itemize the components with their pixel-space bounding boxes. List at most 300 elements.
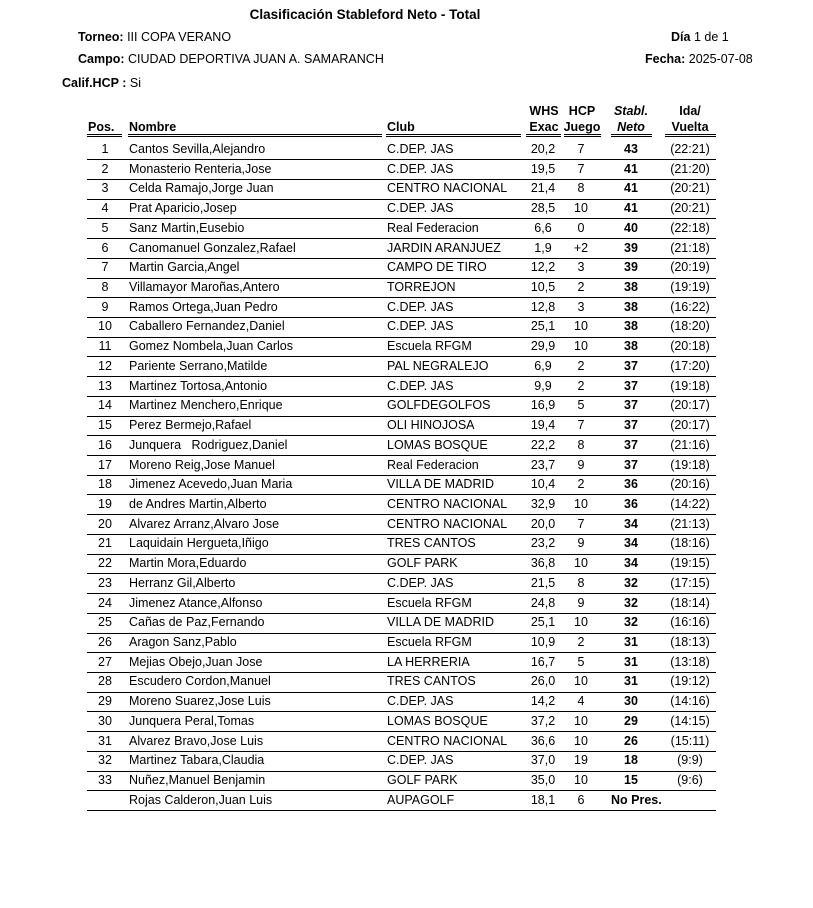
cell-ida: (20:16) — [670, 477, 710, 492]
cell-club: GOLF PARK — [387, 556, 458, 571]
row-divider — [87, 278, 716, 279]
cell-whs: 22,2 — [530, 437, 556, 452]
cell-club: C.DEP. JAS — [387, 378, 454, 393]
cell-pos: 13 — [98, 378, 112, 393]
cell-club: CENTRO NACIONAL — [387, 496, 508, 511]
cell-club: TRES CANTOS — [387, 674, 476, 689]
cell-club: C.DEP. JAS — [387, 319, 454, 334]
cell-pos: 30 — [98, 713, 112, 728]
row-divider — [87, 258, 716, 259]
cell-ida: (19:19) — [670, 280, 710, 295]
cell-ida: (20:17) — [670, 418, 710, 433]
row-divider — [87, 633, 716, 634]
row-divider — [87, 218, 716, 219]
row-divider — [87, 376, 716, 377]
cell-pos: 22 — [98, 556, 112, 571]
cell-whs: 10,5 — [530, 280, 556, 295]
col-stab-header-line2: Neto — [617, 120, 645, 134]
row-divider — [87, 593, 716, 594]
row-divider — [87, 534, 716, 535]
cell-club: TORREJON — [387, 280, 456, 295]
cell-club: C.DEP. JAS — [387, 575, 454, 590]
cell-ida: (19:18) — [670, 378, 710, 393]
cell-whs: 12,2 — [530, 260, 556, 275]
cell-ida: (21:16) — [670, 437, 710, 452]
cell-pos: 3 — [101, 181, 109, 196]
cell-club: Escuela RFGM — [387, 595, 472, 610]
cell-name: Mejias Obejo,Juan Jose — [129, 654, 263, 669]
cell-hcp: 7 — [577, 161, 585, 176]
cell-hcp: 0 — [577, 220, 585, 235]
cell-stab: 34 — [624, 516, 638, 531]
cell-pos: 25 — [98, 615, 112, 630]
cell-hcp: 10 — [574, 615, 588, 630]
cell-pos: 19 — [98, 496, 112, 511]
cell-whs: 23,2 — [530, 536, 556, 551]
torneo-field — [78, 30, 231, 44]
dia-value: 1 de 1 — [693, 30, 729, 44]
cell-stab: 36 — [624, 477, 638, 492]
cell-pos: 9 — [101, 299, 109, 314]
cell-ida: (15:11) — [670, 733, 710, 748]
cell-club: Escuela RFGM — [387, 339, 472, 354]
cell-hcp: 10 — [574, 713, 588, 728]
row-divider — [87, 416, 716, 417]
cell-stab: 36 — [624, 496, 638, 511]
cell-name: Moreno Reig,Jose Manuel — [129, 457, 275, 472]
cell-name: Escudero Cordon,Manuel — [129, 674, 271, 689]
cell-club: VILLA DE MADRID — [387, 615, 494, 630]
cell-club: CAMPO DE TIRO — [387, 260, 487, 275]
col-ida-header — [664, 103, 716, 135]
cell-stab: 37 — [624, 358, 638, 373]
row-divider — [87, 356, 716, 357]
cell-ida: (14:22) — [670, 496, 710, 511]
cell-name: Rojas Calderon,Juan Luis — [129, 792, 273, 807]
row-divider — [87, 731, 716, 732]
cell-name: Perez Bermejo,Rafael — [129, 418, 252, 433]
col-hcp-header-line1: HCP — [568, 104, 596, 118]
cell-hcp: 3 — [577, 299, 585, 314]
cell-club: JARDIN ARANJUEZ — [387, 240, 501, 255]
cell-club: VILLA DE MADRID — [387, 477, 494, 492]
cell-pos: 23 — [98, 575, 112, 590]
row-divider — [87, 455, 716, 456]
row-divider — [87, 771, 716, 772]
cell-stab: 41 — [624, 161, 638, 176]
cell-name: Pariente Serrano,Matilde — [129, 358, 268, 373]
cell-ida: (21:13) — [670, 516, 710, 531]
cell-ida: (19:15) — [670, 556, 710, 571]
cell-whs: 37,2 — [530, 713, 556, 728]
cell-pos: 28 — [98, 674, 112, 689]
cell-whs: 1,9 — [534, 240, 552, 255]
dia-label: Día — [671, 30, 691, 44]
cell-club: OLI HINOJOSA — [387, 418, 475, 433]
cell-name: Nuñez,Manuel Benjamin — [129, 773, 266, 788]
cell-club: LOMAS BOSQUE — [387, 437, 488, 452]
torneo-label: Torneo: — [78, 30, 124, 44]
cell-hcp: 10 — [574, 339, 588, 354]
cell-hcp: 10 — [574, 556, 588, 571]
row-divider — [87, 514, 716, 515]
cell-club: CENTRO NACIONAL — [387, 733, 508, 748]
cell-name: Martinez Menchero,Enrique — [129, 398, 283, 413]
col-hcp-header-line2: Juego — [563, 120, 601, 134]
cell-hcp: 10 — [574, 674, 588, 689]
cell-hcp: 2 — [577, 378, 585, 393]
cell-name: Jimenez Acevedo,Juan Maria — [129, 477, 293, 492]
cell-hcp: 6 — [577, 792, 585, 807]
cell-ida: (17:20) — [670, 358, 710, 373]
cell-hcp: 10 — [574, 733, 588, 748]
cell-club: C.DEP. JAS — [387, 161, 454, 176]
cell-stab: 37 — [624, 457, 638, 472]
cell-name: Celda Ramajo,Jorge Juan — [129, 181, 274, 196]
cell-pos: 2 — [101, 161, 109, 176]
cell-pos: 21 — [98, 536, 112, 551]
header-underline-name — [128, 134, 382, 137]
col-whs-header-line1: WHS — [529, 104, 559, 118]
campo-value: CIUDAD DEPORTIVA JUAN A. SAMARANCH — [128, 52, 384, 66]
calif-field — [62, 76, 141, 90]
cell-hcp: 2 — [577, 358, 585, 373]
cell-whs: 16,7 — [530, 654, 556, 669]
cell-club: C.DEP. JAS — [387, 201, 454, 216]
cell-pos: 31 — [98, 733, 112, 748]
cell-stab: 38 — [624, 339, 638, 354]
cell-whs: 28,5 — [530, 201, 556, 216]
cell-pos: 7 — [101, 260, 109, 275]
col-stab-header-line1: Stabl. — [613, 104, 649, 118]
cell-ida: (13:18) — [670, 654, 710, 669]
cell-whs: 35,0 — [530, 773, 556, 788]
cell-pos: 5 — [101, 220, 109, 235]
cell-hcp: 2 — [577, 635, 585, 649]
cell-whs: 25,1 — [530, 615, 556, 630]
col-ida-header-line1: Ida/ — [679, 104, 701, 118]
cell-name: Herranz Gil,Alberto — [129, 575, 236, 590]
row-divider — [87, 810, 716, 811]
cell-stab: 37 — [624, 418, 638, 433]
cell-whs: 9,9 — [534, 378, 552, 393]
cell-stab: 41 — [624, 201, 638, 216]
cell-whs: 19,4 — [530, 418, 556, 433]
row-divider — [87, 337, 716, 338]
cell-pos: 29 — [98, 694, 112, 709]
campo-label: Campo: — [78, 52, 125, 66]
cell-whs: 23,7 — [530, 457, 556, 472]
cell-name: Martinez Tortosa,Antonio — [129, 378, 268, 393]
cell-ida: (18:13) — [670, 635, 710, 649]
fecha-label: Fecha: — [645, 52, 686, 66]
cell-whs: 10,9 — [530, 635, 556, 649]
cell-stab: 38 — [624, 280, 638, 295]
header-underline-pos — [87, 134, 122, 137]
cell-ida: (19:12) — [670, 674, 710, 689]
cell-pos: 32 — [98, 753, 112, 768]
col-whs-header-line2: Exac — [529, 120, 559, 134]
campo-field — [78, 52, 384, 66]
row-divider — [87, 554, 716, 555]
cell-name: Gomez Nombela,Juan Carlos — [129, 339, 293, 354]
cell-stab: No Pres. — [611, 792, 662, 807]
cell-stab: 38 — [624, 299, 638, 314]
row-divider — [87, 199, 716, 200]
cell-pos: 24 — [98, 595, 112, 610]
cell-stab: 32 — [624, 575, 638, 590]
calif-value: Si — [129, 76, 141, 90]
cell-hcp: 3 — [577, 260, 585, 275]
cell-pos: 12 — [98, 358, 112, 373]
cell-club: GOLFDEGOLFOS — [387, 398, 491, 413]
cell-stab: 37 — [624, 398, 638, 413]
cell-stab: 15 — [624, 773, 638, 788]
cell-club: CENTRO NACIONAL — [387, 516, 508, 531]
cell-stab: 31 — [624, 654, 638, 669]
cell-hcp: 5 — [577, 398, 585, 413]
row-divider — [87, 573, 716, 574]
cell-name: Alvarez Arranz,Alvaro Jose — [129, 516, 280, 531]
cell-club: C.DEP. JAS — [387, 753, 454, 768]
col-stab-header — [610, 103, 652, 135]
cell-pos: 26 — [98, 635, 112, 649]
dia-field — [671, 30, 729, 44]
row-divider — [87, 317, 716, 318]
cell-hcp: 4 — [577, 694, 585, 709]
cell-ida: (16:16) — [670, 615, 710, 630]
cell-stab: 39 — [624, 260, 638, 275]
row-divider — [87, 672, 716, 673]
cell-hcp: 19 — [574, 753, 588, 768]
col-club-header: Club — [387, 120, 415, 134]
cell-ida: (14:15) — [670, 713, 710, 728]
cell-pos: 8 — [101, 280, 109, 295]
cell-name: Jimenez Atance,Alfonso — [129, 595, 263, 610]
cell-club: CENTRO NACIONAL — [387, 181, 508, 196]
row-divider — [87, 494, 716, 495]
cell-stab: 26 — [624, 733, 638, 748]
cell-name: Cantos Sevilla,Alejandro — [129, 142, 266, 156]
cell-ida: (22:18) — [670, 220, 710, 235]
cell-pos: 18 — [98, 477, 112, 492]
cell-ida: (18:14) — [670, 595, 710, 610]
cell-name: Junquera Peral,Tomas — [129, 713, 255, 728]
row-divider — [87, 179, 716, 180]
cell-whs: 36,6 — [530, 733, 556, 748]
cell-hcp: 5 — [577, 654, 585, 669]
cell-whs: 6,9 — [534, 358, 552, 373]
cell-whs: 29,9 — [530, 339, 556, 354]
cell-pos: 16 — [98, 437, 112, 452]
cell-stab: 34 — [624, 556, 638, 571]
cell-ida: (16:22) — [670, 299, 710, 314]
cell-name: Alvarez Bravo,Jose Luis — [129, 733, 264, 748]
row-divider — [87, 751, 716, 752]
cell-whs: 19,5 — [530, 161, 556, 176]
cell-stab: 29 — [624, 713, 638, 728]
cell-ida: (20:18) — [670, 339, 710, 354]
cell-whs: 32,9 — [530, 496, 556, 511]
row-divider — [87, 435, 716, 436]
row-divider — [87, 396, 716, 397]
row-divider — [87, 652, 716, 653]
cell-name: Villamayor Maroñas,Antero — [129, 280, 280, 295]
cell-hcp: 8 — [577, 181, 585, 196]
cell-stab: 31 — [624, 635, 638, 649]
cell-hcp: 7 — [577, 418, 585, 433]
cell-hcp: 2 — [577, 280, 585, 295]
cell-club: LA HERRERIA — [387, 654, 470, 669]
cell-stab: 41 — [624, 181, 638, 196]
cell-club: C.DEP. JAS — [387, 299, 454, 314]
col-whs-header — [526, 103, 562, 135]
cell-ida: (20:17) — [670, 398, 710, 413]
cell-stab: 30 — [624, 694, 638, 709]
row-divider — [87, 692, 716, 693]
row-divider — [87, 790, 716, 791]
cell-ida: (9:6) — [677, 773, 703, 788]
row-divider — [87, 613, 716, 614]
torneo-value: III COPA VERANO — [127, 30, 232, 44]
cell-whs: 16,9 — [530, 398, 556, 413]
cell-stab: 38 — [624, 319, 638, 334]
row-divider — [87, 475, 716, 476]
cell-club: C.DEP. JAS — [387, 142, 454, 156]
cell-whs: 20,2 — [530, 142, 556, 156]
cell-pos: 4 — [101, 201, 109, 216]
cell-pos: 11 — [98, 339, 112, 354]
cell-pos: 6 — [101, 240, 109, 255]
cell-whs: 12,8 — [530, 299, 556, 314]
cell-club: PAL NEGRALEJO — [387, 358, 489, 373]
row-divider — [87, 297, 716, 298]
cell-ida: (21:20) — [670, 161, 710, 176]
cell-whs: 26,0 — [530, 674, 556, 689]
cell-stab: 43 — [624, 142, 638, 156]
cell-name: Martin Garcia,Angel — [129, 260, 240, 275]
cell-ida: (19:18) — [670, 457, 710, 472]
cell-hcp: 10 — [574, 201, 588, 216]
cell-hcp: 10 — [574, 773, 588, 788]
cell-ida: (9:9) — [677, 753, 703, 768]
cell-pos: 33 — [98, 773, 112, 788]
header-underline-ida — [665, 134, 716, 137]
cell-stab: 39 — [624, 240, 638, 255]
cell-name: Prat Aparicio,Josep — [129, 201, 237, 216]
page-title: Clasificación Stableford Neto - Total — [249, 7, 481, 22]
calif-label: Calif.HCP : — [62, 76, 127, 90]
cell-hcp: 8 — [577, 575, 585, 590]
cell-name: Martin Mora,Eduardo — [129, 556, 247, 571]
cell-whs: 14,2 — [530, 694, 556, 709]
cell-whs: 36,8 — [530, 556, 556, 571]
cell-stab: 32 — [624, 595, 638, 610]
cell-club: GOLF PARK — [387, 773, 458, 788]
cell-whs: 10,4 — [530, 477, 556, 492]
cell-name: Aragon Sanz,Pablo — [129, 635, 237, 649]
col-name-header: Nombre — [129, 120, 177, 134]
cell-pos: 17 — [98, 457, 112, 472]
cell-hcp: 7 — [577, 516, 585, 531]
cell-hcp: 10 — [574, 319, 588, 334]
cell-name: Cañas de Paz,Fernando — [129, 615, 265, 630]
cell-ida: (21:18) — [670, 240, 710, 255]
cell-stab: 34 — [624, 536, 638, 551]
cell-club: Real Federacion — [387, 220, 479, 235]
cell-pos: 14 — [98, 398, 112, 413]
row-divider — [87, 159, 716, 160]
cell-hcp: 9 — [577, 595, 585, 610]
cell-stab: 32 — [624, 615, 638, 630]
cell-club: C.DEP. JAS — [387, 694, 454, 709]
cell-stab: 40 — [624, 220, 638, 235]
col-ida-header-line2: Vuelta — [671, 120, 709, 134]
header-underline-whs — [526, 134, 561, 137]
cell-whs: 25,1 — [530, 319, 556, 334]
cell-ida: (20:21) — [670, 181, 710, 196]
cell-name: Ramos Ortega,Juan Pedro — [129, 299, 278, 314]
cell-stab: 18 — [624, 753, 638, 768]
row-divider — [87, 238, 716, 239]
cell-stab: 37 — [624, 437, 638, 452]
cell-name: Martinez Tabara,Claudia — [129, 753, 265, 768]
cell-name: Junquera Rodriguez,Daniel — [129, 437, 288, 452]
cell-whs: 20,0 — [530, 516, 556, 531]
row-divider — [87, 711, 716, 712]
cell-pos: 10 — [98, 319, 112, 334]
cell-club: Escuela RFGM — [387, 635, 472, 649]
cell-whs: 37,0 — [530, 753, 556, 768]
cell-hcp: 7 — [577, 142, 585, 156]
cell-name: Canomanuel Gonzalez,Rafael — [129, 240, 296, 255]
cell-whs: 6,6 — [534, 220, 552, 235]
cell-pos: 27 — [98, 654, 112, 669]
header-underline-stab — [611, 134, 652, 137]
fecha-value: 2025-07-08 — [688, 52, 753, 66]
cell-name: de Andres Martin,Alberto — [129, 496, 267, 511]
cell-pos: 1 — [101, 142, 109, 156]
cell-club: TRES CANTOS — [387, 536, 476, 551]
cell-hcp: 10 — [574, 496, 588, 511]
cell-whs: 24,8 — [530, 595, 556, 610]
cell-club: LOMAS BOSQUE — [387, 713, 488, 728]
cell-name: Sanz Martin,Eusebio — [129, 220, 245, 235]
cell-name: Laquidain Hergueta,Iñigo — [129, 536, 269, 551]
cell-ida: (20:19) — [670, 260, 710, 275]
cell-club: Real Federacion — [387, 457, 479, 472]
header-underline-hcp — [564, 134, 601, 137]
cell-ida: (14:16) — [670, 694, 710, 709]
cell-pos: 15 — [98, 418, 112, 433]
fecha-field — [645, 52, 753, 66]
cell-ida: (20:21) — [670, 201, 710, 216]
cell-hcp: 9 — [577, 536, 585, 551]
cell-club: AUPAGOLF — [387, 792, 455, 807]
cell-hcp: 8 — [577, 437, 585, 452]
cell-stab: 37 — [624, 378, 638, 393]
header-underline-club — [386, 134, 521, 137]
cell-ida: (18:16) — [670, 536, 710, 551]
col-hcp-header — [562, 103, 602, 135]
cell-whs: 21,4 — [530, 181, 556, 196]
cell-whs: 21,5 — [530, 575, 556, 590]
cell-pos: 20 — [98, 516, 112, 531]
cell-whs: 18,1 — [530, 792, 556, 807]
cell-ida: (17:15) — [670, 575, 710, 590]
cell-name: Caballero Fernandez,Daniel — [129, 319, 285, 334]
cell-name: Monasterio Renteria,Jose — [129, 161, 272, 176]
